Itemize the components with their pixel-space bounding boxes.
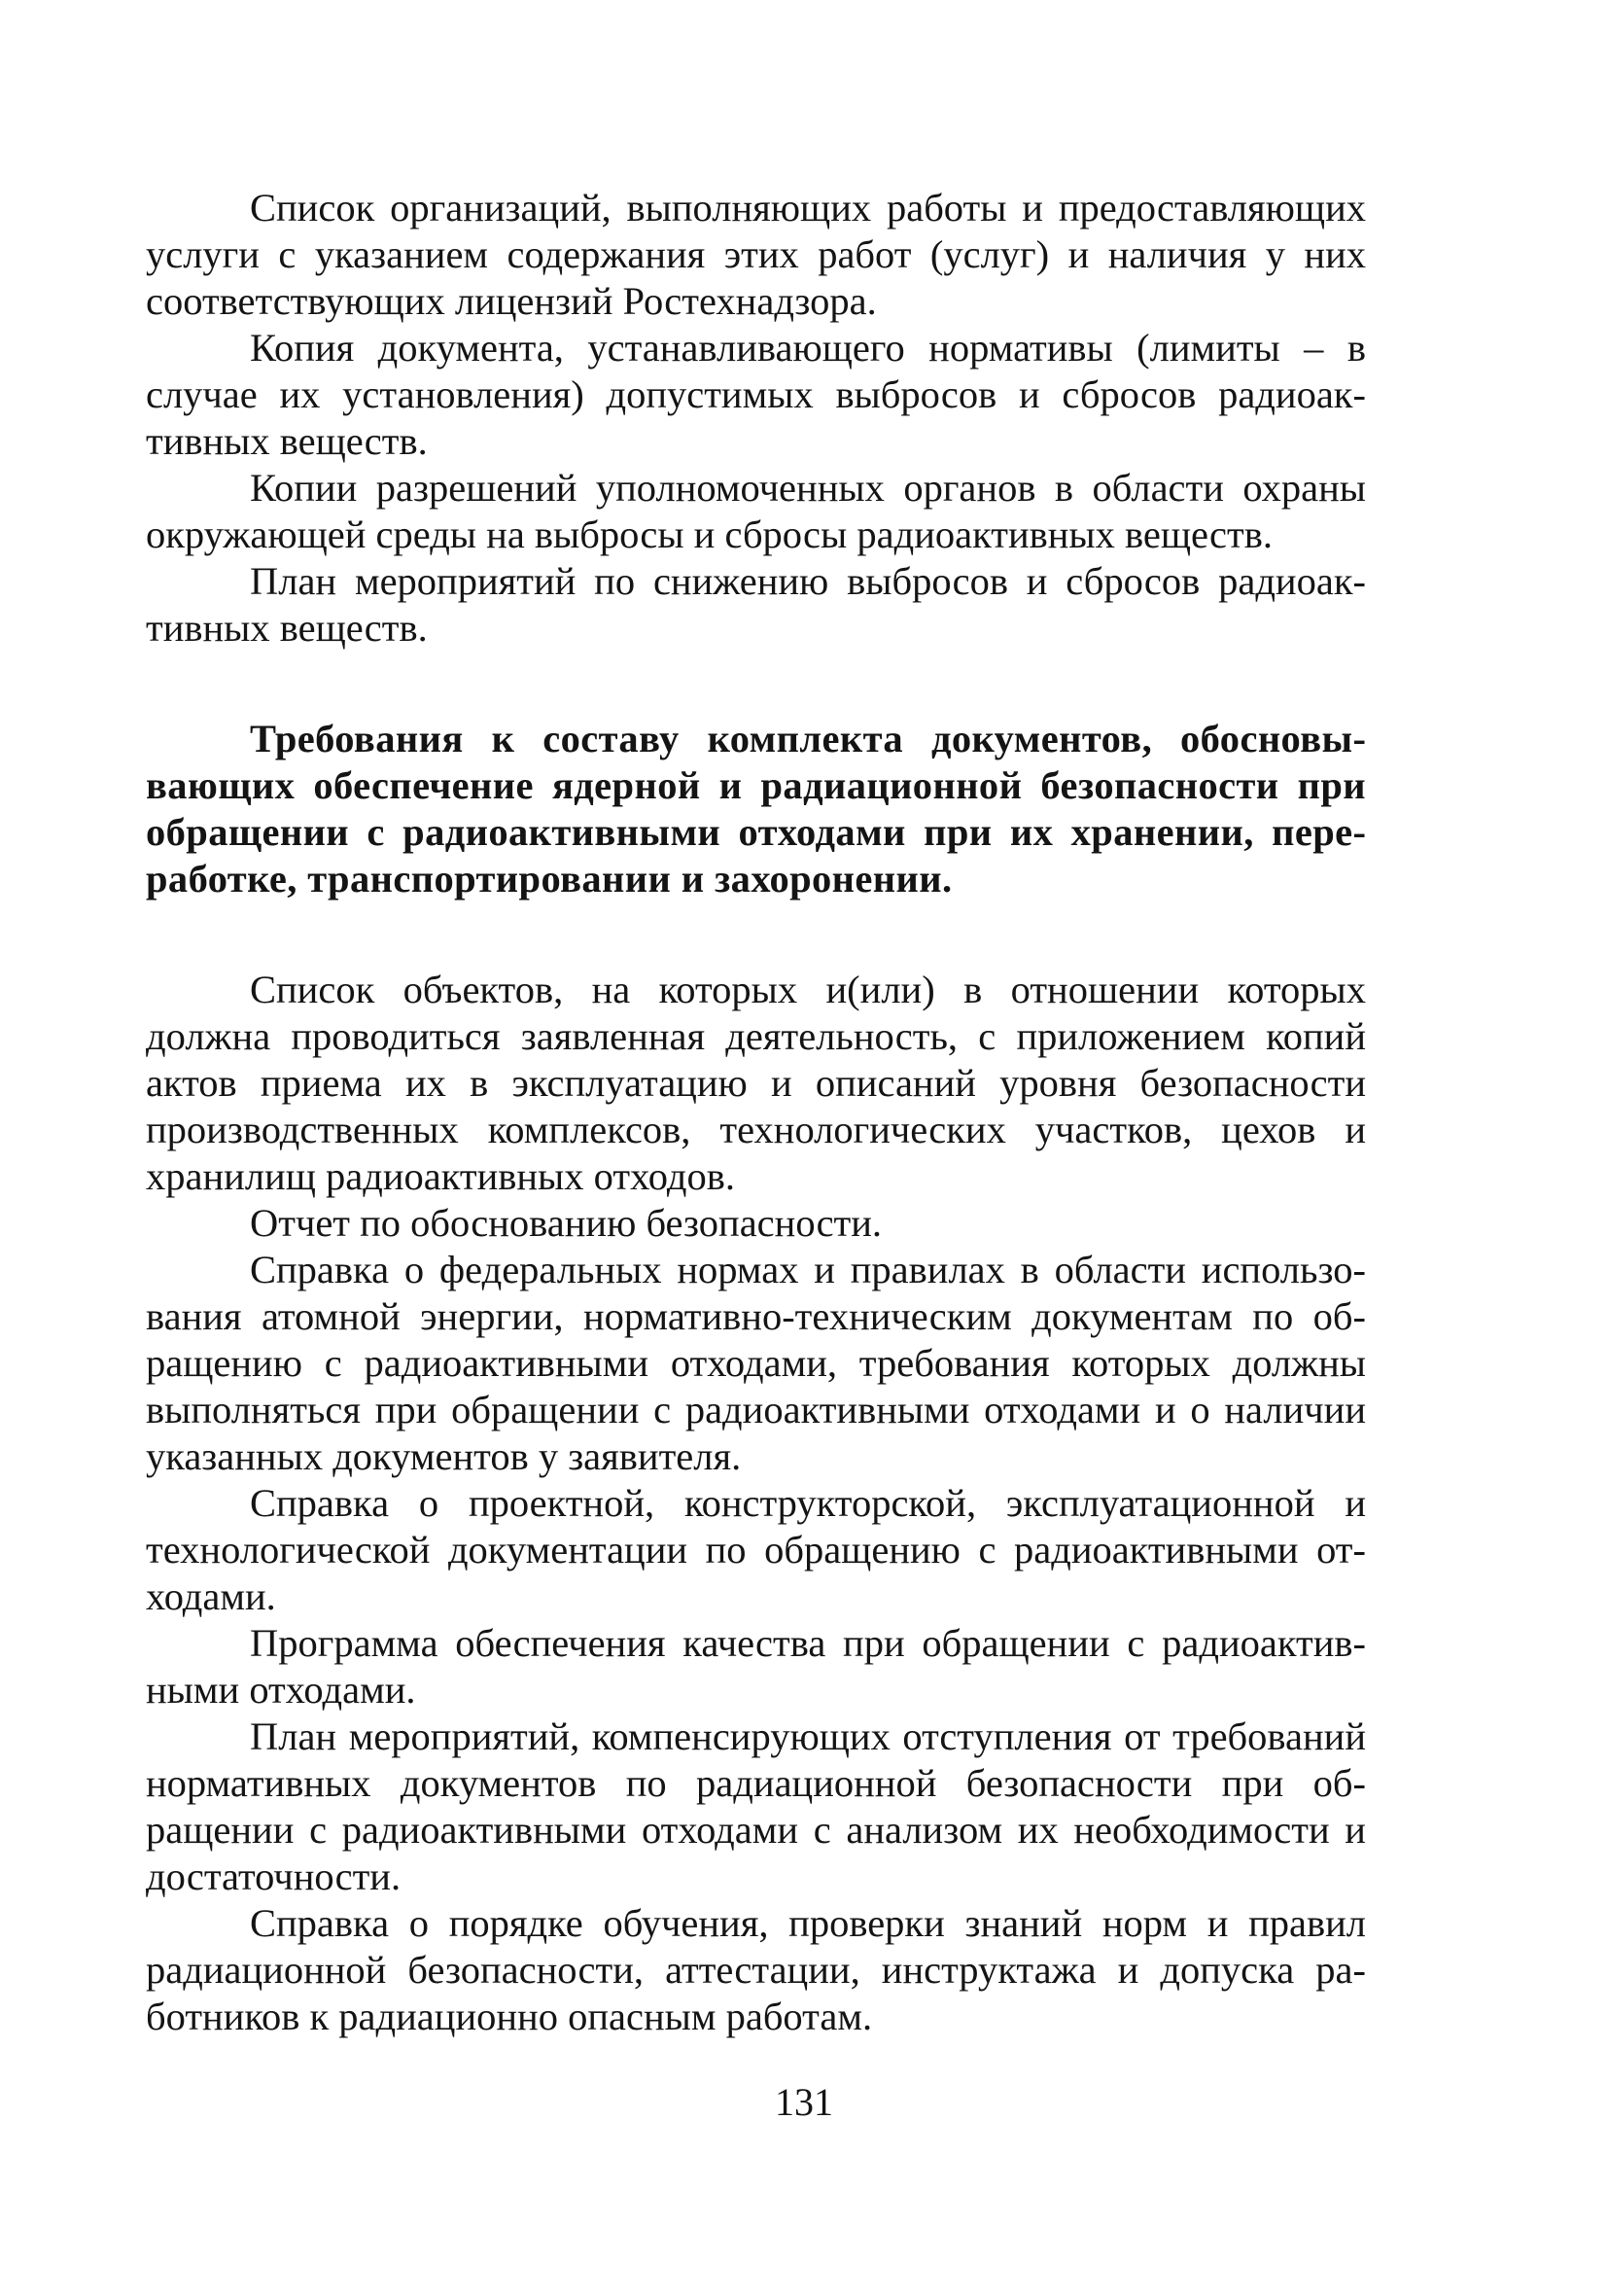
- section-heading: Требования к составу комплекта документов, обосновывающих обеспечение ядерной и радиационной безопасности при обращении с радиоактивными отходами при их хранении, переработке, транспортировании и захоронении.: [146, 717, 1366, 901]
- intro-paragraph: Копии разрешений уполномоченных органов в области охраны окружающей среды на выбросы и сбросы радиоактивных веществ.: [146, 466, 1366, 556]
- intro-paragraph: Копия документа, устанавливающего нормативы (лимиты – в случае их установления) допустимых выбросов и сбросов радиоактивных веществ.: [146, 326, 1366, 463]
- section-paragraph: План мероприятий, компенсирующих отступления от требований нормативных документов по радиационной безопасности при обращении с радиоактивными отходами с анализом их необходимости и достаточности.: [146, 1714, 1366, 1898]
- section-body: [146, 967, 1366, 2040]
- section-paragraph: Справка о федеральных нормах и правилах в области использования атомной энергии, нормативно-техническим документам по обращению с радиоактивными отходами, требования которых должны выполняться при обращении с радиоактивными отходами и о наличии указанных документов у заявителя.: [146, 1248, 1366, 1478]
- page-number: 131: [775, 2080, 833, 2124]
- section-paragraph: Справка о порядке обучения, проверки знаний норм и правил радиационной безопасности, аттестации, инструктажа и допуска работников к радиационно опасным работам.: [146, 1901, 1366, 2038]
- section-paragraph: Программа обеспечения качества при обращении с радиоактивными отходами.: [146, 1621, 1366, 1712]
- document-page: [146, 185, 1366, 2040]
- section-paragraph: Справка о проектной, конструкторской, эксплуатационной и технологической документации по обращению с радиоактивными отходами.: [146, 1481, 1366, 1618]
- section-paragraph: Отчет по обоснованию безопасности.: [250, 1201, 883, 1245]
- intro-paragraph: План мероприятий по снижению выбросов и сбросов радиоактивных веществ.: [146, 559, 1366, 650]
- intro-paragraph: Список организаций, выполняющих работы и предоставляющих услуги с указанием содержания этих работ (услуг) и наличия у них соответствующих лицензий Ростехнадзора.: [146, 186, 1366, 323]
- section-paragraph: Список объектов, на которых и(или) в отношении которых должна проводиться заявленная деятельность, с приложением копий актов приема их в эксплуатацию и описаний уровня безопасности производственных комплексов, технологических участков, цехов и хранилищ радиоактивных отходов.: [146, 968, 1366, 1198]
